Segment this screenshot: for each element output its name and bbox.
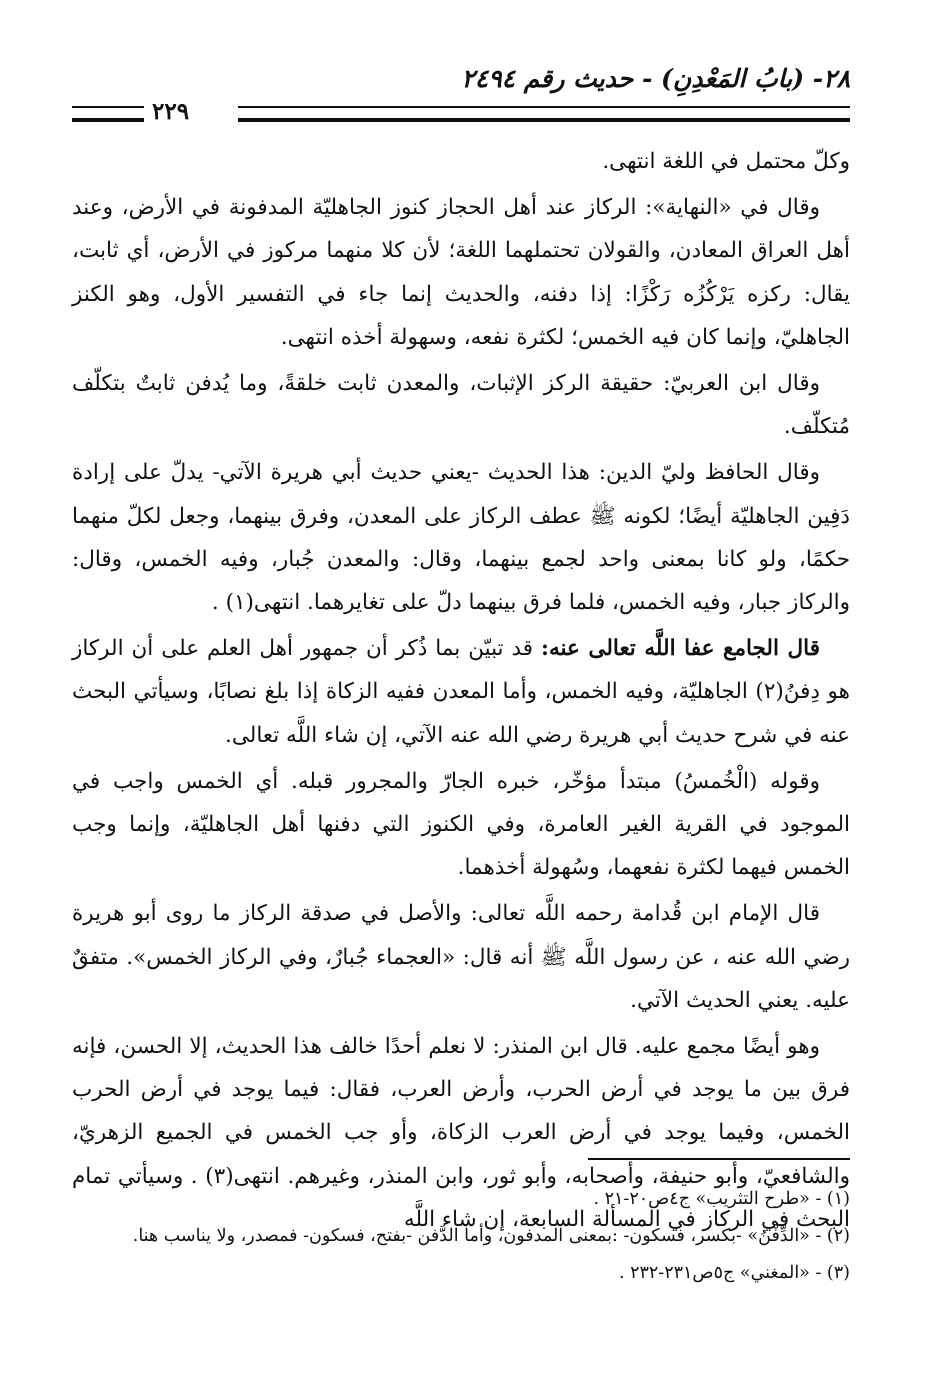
- paragraph: وهو أيضًا مجمع عليه. قال ابن المنذر: لا نعلم أحدًا خالف هذا الحديث، إلا الحسن، فإنه فرق بين ما يوجد في أرض الحرب، وأرض العرب، فقال: فيما يوجد في أرض الحرب الخمس، وفيما يوجد في أرض العرب الزكاة، وأو جب الخمس في الجميع الزهريّ، والشافعيّ، وأبو حنيفة، وأصحابه، وأبو ثور، وابن المنذر، وغيرهم. انتهى(٣) . وسيأتي تمام البحث في الركاز في المسألة السابعة، إن شاء اللَّه: [72, 1034, 851, 1232]
- running-title: ٢٨- (بابُ المَعْدِنِ) - حديث رقم ٢٤٩٤: [461, 64, 850, 93]
- footnote: (٣) - «المغني» ج٥ص٢٣١-٢٣٢ .: [618, 1263, 850, 1283]
- paragraph: [72, 627, 850, 757]
- paragraph-text: قد تبيّن بما ذُكر أن جمهور أهل العلم على أن الركاز هو دِفنُ(٢) الجاهليّة، وفيه الخمس، وأما المعدن ففيه الزكاة إذا بلغ نصابًا، وسيأتي البحث عنه في شرح حديث أبي هريرة رضي الله عنه الآتي، إن شاء اللَّه تعالى.: [72, 636, 851, 748]
- paragraph: وقال في «النهاية»: الركاز عند أهل الحجاز كنوز الجاهليّة المدفونة في الأرض، وعند أهل العراق المعادن، والقولان تحتملهما اللغة؛ لأن كلا منهما مركوز في الأرض، أي ثابت، يقال: ركزه يَرْكُزُه رَكْزًا: إذا دفنه، والحديث إنما جاء في التفسير الأول، وهو الكنز الجاهليّ، وإنما كان فيه الخمس؛ لكثرة نفعه، وسهولة أخذه انتهى.: [72, 195, 850, 350]
- header-rule-short: [72, 106, 144, 122]
- footnote-separator: [588, 1158, 850, 1160]
- paragraph: وقال ابن العربيّ: حقيقة الركز الإثبات، والمعدن ثابت خلقةً، وما يُدفن ثابتٌ بتكلّف مُتكلّف.: [72, 371, 850, 440]
- footnote: (١) - «طرح التثريب» ج٤ص٢٠-٢١ .: [593, 1189, 850, 1209]
- page-number: ٢٢٩: [152, 98, 190, 125]
- page-header: [72, 62, 850, 125]
- paragraph: وقوله (الْخُمسُ) مبتدأ مؤخّر، خبره الجارّ والمجرور قبله. أي الخمس واجب في الموجود في القرية الغير العامرة، وفي الكنوز التي دفنها أهل الجاهليّة، وإنما وجب الخمس فيهما لكثرة نفعهما، وسُهولة أخذهما.: [72, 768, 850, 881]
- paragraph: وقال الحافظ وليّ الدين: هذا الحديث -يعني حديث أبي هريرة الآتي- يدلّ على إرادة دَفِين الجاهليّة أيضًا؛ لكونه ﷺ عطف الركاز على المعدن، وفرق بينهما، وجعل لكلّ منهما حكمًا، ولو كانا بمعنى واحد لجمع بينهما، وقال: والمعدن جُبار، وفيه الخمس، وقال: والركاز جبار، وفيه الخمس، فلما فرق بينهما دلّ على تغايرهما. انتهى(١) .: [72, 460, 850, 616]
- paragraph: وكلّ محتمل في اللغة انتهى.: [602, 149, 850, 174]
- author-note-lead: قال الجامع عفا اللَّه تعالى عنه:: [541, 636, 821, 662]
- footnotes: [72, 1184, 850, 1295]
- footnote: (٢) - «الدِّفْنُ» -بكسر، فسكون- :بمعنى المدفون، وأما الدَّفن -بفتح، فسكون- فمصدر، ولا يناسب هنا.: [132, 1226, 850, 1246]
- header-rule: [238, 106, 850, 122]
- paragraph: قال الإمام ابن قُدامة رحمه اللَّه تعالى: والأصل في صدقة الركاز ما روى أبو هريرة رضي الله عنه ، عن رسول اللَّه ﷺ أنه قال: «العجماء جُبارٌ، وفي الركاز الخمس». متفقٌ عليه. يعني الحديث الآتي.: [72, 901, 850, 1013]
- main-text: [72, 140, 850, 1244]
